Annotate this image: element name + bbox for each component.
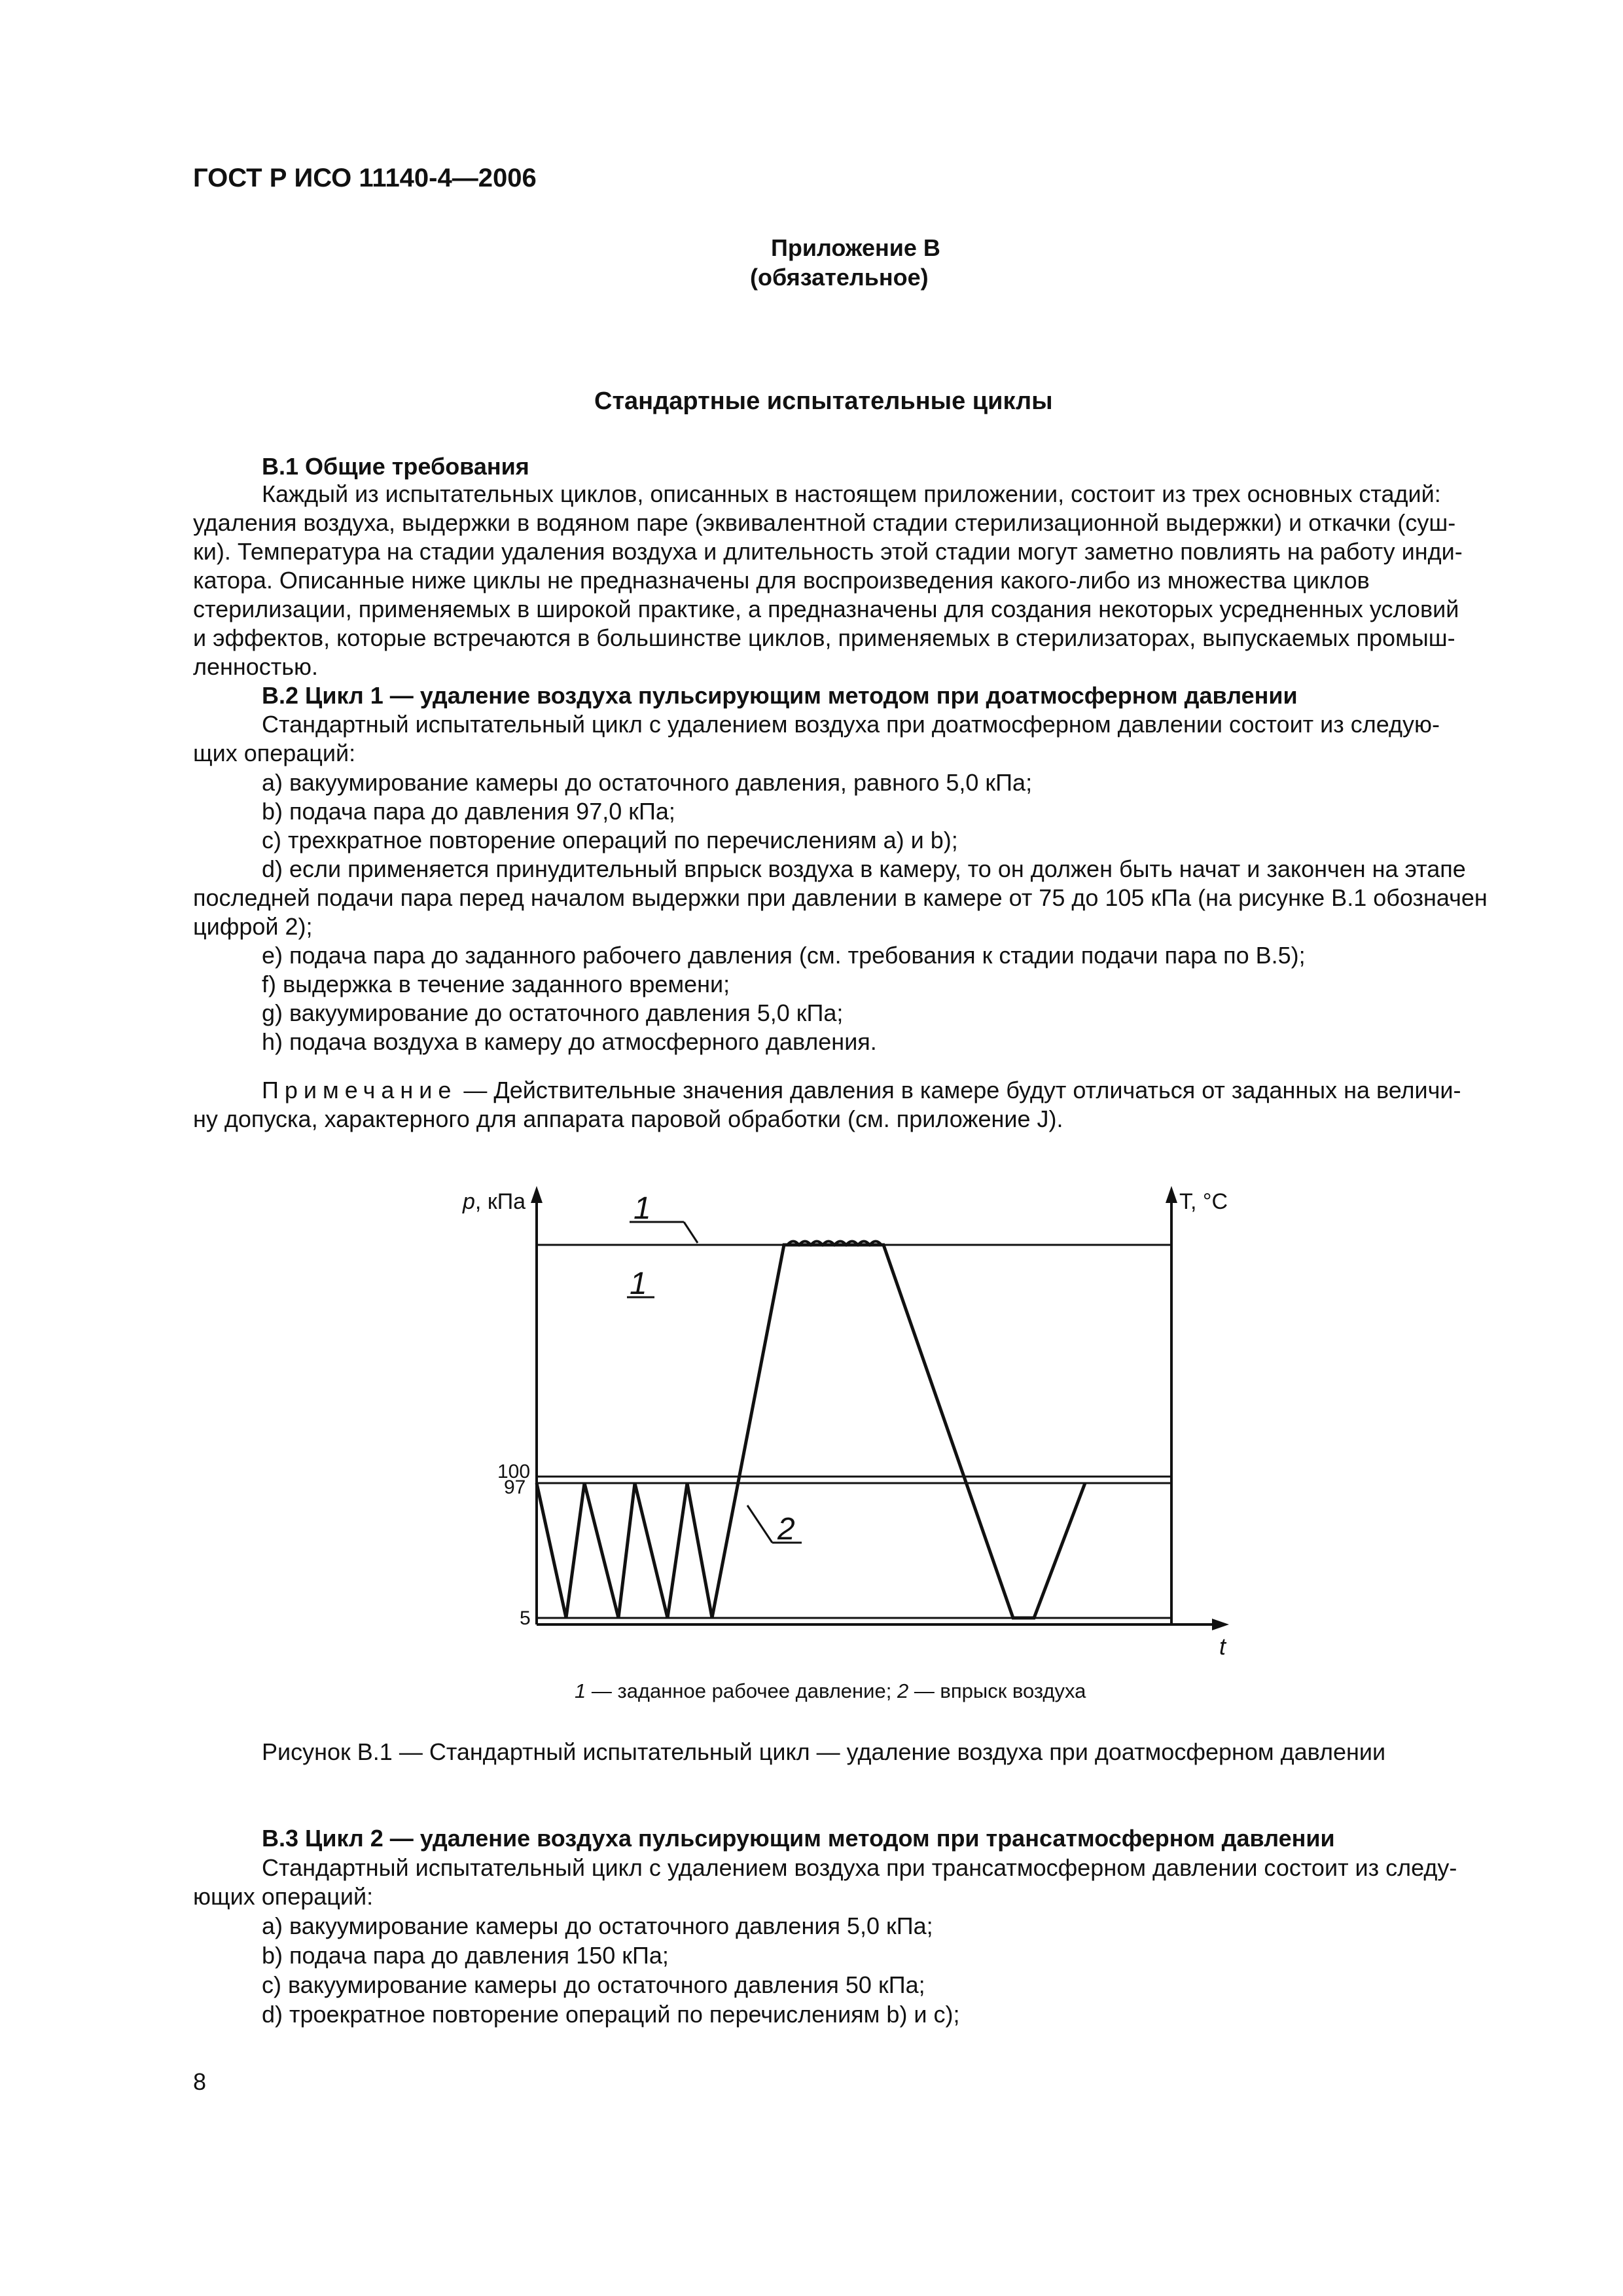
- b2-note-line-2: ну допуска, характерного для аппарата паровой обработки (см. приложение J).: [193, 1105, 1063, 1132]
- b2-intro-1: Стандартный испытательный цикл с удалением воздуха при доатмосферном давлении состоит из следую-: [262, 711, 1440, 738]
- b1-line-7: ленностью.: [193, 653, 319, 680]
- tick-label-97: 97: [504, 1477, 526, 1498]
- b2-intro-2: щих операций:: [193, 740, 356, 766]
- b1-line-1: Каждый из испытательных циклов, описанных в настоящем приложении, состоит из трех основных стадий:: [262, 480, 1441, 507]
- b2-item-a: a) вакуумирование камеры до остаточного давления, равного 5,0 кПа;: [262, 769, 1033, 796]
- y-axis-label: p, кПа: [463, 1189, 526, 1214]
- b2-item-d-3: цифрой 2);: [193, 913, 313, 940]
- b1-line-6: и эффектов, которые встречаются в большинстве циклов, применяемых в стерилизаторах, выпускаемых промыш-: [193, 624, 1455, 651]
- figure-title: Рисунок В.1 — Стандартный испытательный цикл — удаление воздуха при доатмосферном давлении: [262, 1738, 1386, 1765]
- b3-intro-1: Стандартный испытательный цикл с удалением воздуха при трансатмосферном давлении состоит из следу-: [262, 1854, 1457, 1881]
- b2-item-h: h) подача воздуха в камеру до атмосферного давления.: [262, 1028, 877, 1055]
- tick-label-100: 100: [497, 1461, 531, 1482]
- b3-heading: B.3 Цикл 2 — удаление воздуха пульсирующим методом при трансатмосферном давлении: [262, 1825, 1335, 1852]
- legend-num-2: 2: [897, 1679, 909, 1702]
- x-axis-label: t: [1219, 1633, 1226, 1660]
- x-axis-arrow: [1212, 1619, 1229, 1630]
- b2-item-d-2: последней подачи пара перед началом выдержки при давлении в камере от 75 до 105 кПа (на рисунке В.1 обозначен: [193, 884, 1488, 911]
- b1-line-5: стерилизации, применяемых в широкой практике, а предназначены для создания некоторых усредненных условий: [193, 596, 1459, 622]
- b3-item-d: d) троекратное повторение операций по перечислениям b) и c);: [262, 2001, 960, 2028]
- y2-axis-label: T, °C: [1179, 1189, 1228, 1214]
- legend-num-1: 1: [575, 1679, 586, 1702]
- tick-label-5: 5: [520, 1607, 531, 1629]
- b1-heading: B.1 Общие требования: [262, 453, 529, 480]
- callout-2: 2: [777, 1512, 795, 1547]
- b2-item-c: c) трехкратное повторение операций по перечислениям a) и b);: [262, 827, 958, 853]
- callout-1-leader-diag: [684, 1222, 698, 1243]
- y-axis-label-rest: , кПа: [474, 1189, 526, 1214]
- b2-item-e: e) подача пара до заданного рабочего давления (см. требования к стадии подачи пара по В.5);: [262, 942, 1306, 969]
- b3-item-a: a) вакуумирование камеры до остаточного давления 5,0 кПа;: [262, 1912, 933, 1939]
- legend-text-1: — заданное рабочее давление;: [586, 1679, 897, 1702]
- annex-status: (обязательное): [750, 264, 929, 291]
- b3-intro-2: ющих операций:: [193, 1883, 374, 1910]
- b2-item-f: f) выдержка в течение заданного времени;: [262, 971, 730, 997]
- figure-b1-chart: [458, 1172, 1243, 1669]
- y-axis-left-arrow: [531, 1186, 543, 1203]
- b2-note-line-1: [262, 1076, 1461, 1105]
- b2-item-b: b) подача пара до давления 97,0 кПа;: [262, 798, 675, 825]
- section-title: Стандартные испытательные циклы: [594, 387, 1053, 415]
- note-text-1: — Действительные значения давления в камере будут отличаться от заданных на величи-: [457, 1077, 1461, 1103]
- callout-1-bottom: 1: [630, 1266, 647, 1301]
- b3-item-c: c) вакуумирование камеры до остаточного давления 50 кПа;: [262, 1971, 925, 1998]
- b1-line-4: катора. Описанные ниже циклы не предназначены для воспроизведения какого-либо из множества циклов: [193, 567, 1370, 594]
- b2-item-g: g) вакуумирование до остаточного давления 5,0 кПа;: [262, 999, 844, 1026]
- b3-item-b: b) подача пара до давления 150 кПа;: [262, 1942, 669, 1969]
- callout-1-top: 1: [633, 1191, 651, 1226]
- pressure-cycle-curve: [537, 1245, 1085, 1618]
- legend-text-2: — впрыск воздуха: [908, 1679, 1086, 1702]
- callout-2-leader-diag: [747, 1505, 772, 1543]
- document-header: ГОСТ Р ИСО 11140-4—2006: [193, 164, 537, 192]
- b2-item-d-1: d) если применяется принудительный впрыск воздуха в камеру, то он должен быть начат и закончен на этапе: [262, 855, 1466, 882]
- b2-heading: B.2 Цикл 1 — удаление воздуха пульсирующим методом при доатмосферном давлении: [262, 682, 1298, 709]
- b1-line-3: ки). Температура на стадии удаления воздуха и длительность этой стадии могут заметно повлиять на работу инди-: [193, 538, 1463, 565]
- figure-legend: [575, 1679, 1086, 1703]
- page-number: 8: [193, 2068, 207, 2095]
- note-label: Примечание: [262, 1077, 457, 1103]
- b1-line-2: удаления воздуха, выдержки в водяном паре (эквивалентной стадии стерилизационной выдержки) и откачки (суш-: [193, 509, 1456, 536]
- y-axis-right-arrow: [1166, 1186, 1177, 1203]
- annex-title: Приложение В: [771, 234, 940, 261]
